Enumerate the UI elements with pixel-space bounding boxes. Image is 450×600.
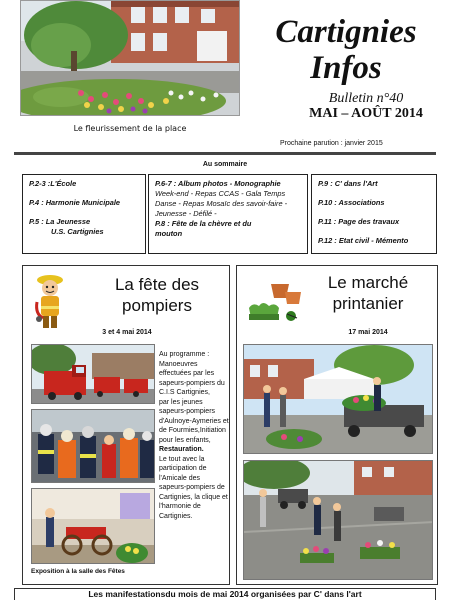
toc-entry: P.12 : Etat civil - Mémento (318, 236, 409, 245)
toc-entry: P.5 : La Jeunesse (29, 217, 91, 226)
article-date-marche: 17 mai 2014 (348, 329, 388, 336)
program-paragraph: Le tout avec la participation de l'Amicale des sapeurs-pompiers de Cartignies, la clique et l'harmonie de Cartignies. (159, 455, 228, 520)
program-paragraph: par les jeunes sapeurs-pompiers d'Aulnoye-Aymeries et de Fourmies,Initiation pour les enfants, (159, 398, 229, 444)
toc-entry: P.8 : Fête de la chèvre et du (155, 219, 252, 228)
article-title-pompiers (87, 274, 227, 316)
exhibition-caption: Exposition à la salle des Fêtes (31, 568, 125, 575)
toc-column-1 (22, 174, 146, 254)
program-text (159, 350, 229, 521)
toc-column-2 (148, 174, 308, 254)
next-issue-date: Prochaine parution : janvier 2015 (280, 140, 383, 147)
photo-plants-on-square (243, 460, 433, 580)
toc-entry: P.2-3 :L'École (29, 179, 77, 188)
bulletin-period: MAI – AOÛT 2014 (309, 106, 423, 121)
footer-banner: Les manifestationsdu mois de mai 2014 organisées par C' dans l'art (14, 588, 436, 600)
hero-photo-flowered-square (20, 0, 240, 116)
flower-pots-icon (245, 280, 305, 324)
article-date-pompiers: 3 et 4 mai 2014 (102, 329, 152, 336)
program-paragraph: C.I.S Cartignies, (159, 389, 210, 396)
header-divider (14, 152, 436, 155)
masthead-title-line2: Infos (310, 50, 382, 86)
article-title-marche (299, 272, 437, 314)
toc-subentry: Danse - Repas Mosaïc des savoir-faire - (155, 199, 288, 208)
photo-exhibition-hall (31, 488, 155, 564)
toc-entry: P.6-7 : Album photos - Monographie (155, 179, 281, 188)
article-title-line: La fête des (114, 275, 200, 294)
toc-subentry: Jeunesse - Défilé - (155, 209, 217, 218)
article-marche-printanier (236, 265, 438, 585)
toc-entry: P.4 : Harmonie Municipale (29, 198, 121, 207)
toc-entry: P.11 : Page des travaux (318, 217, 400, 226)
bulletin-number: Bulletin n°40 (328, 91, 404, 106)
photo-fire-trucks (31, 344, 155, 404)
article-title-line: pompiers (122, 296, 192, 315)
photo-firefighters-maneuvers (31, 409, 155, 483)
article-title-line: Le marché (327, 273, 409, 292)
photo-spring-market (243, 344, 433, 454)
article-fete-pompiers (22, 265, 230, 585)
masthead (246, 14, 446, 122)
program-paragraph: Restauration. (159, 446, 204, 453)
toc-entry: P.10 : Associations (318, 198, 385, 207)
program-paragraph: Au programme : (159, 351, 210, 358)
toc-column-3 (311, 174, 437, 254)
toc-entry: P.9 : C' dans l'Art (318, 179, 378, 188)
toc-subentry: Week-end - Repas CCAS - Gala Temps (155, 189, 286, 198)
toc-entry: mouton (155, 229, 183, 238)
sommaire-title: Au sommaire (202, 161, 248, 168)
hero-caption: Le fleurissement de la place (73, 124, 187, 133)
program-paragraph: Manoeuvres effectuées par les sapeurs-pompiers du (159, 360, 225, 387)
firefighter-mascot-icon (33, 272, 67, 332)
toc-entry: U.S. Cartignies (51, 227, 104, 236)
masthead-title-line1: Cartignies (275, 14, 417, 50)
article-title-line: printanier (332, 294, 404, 313)
